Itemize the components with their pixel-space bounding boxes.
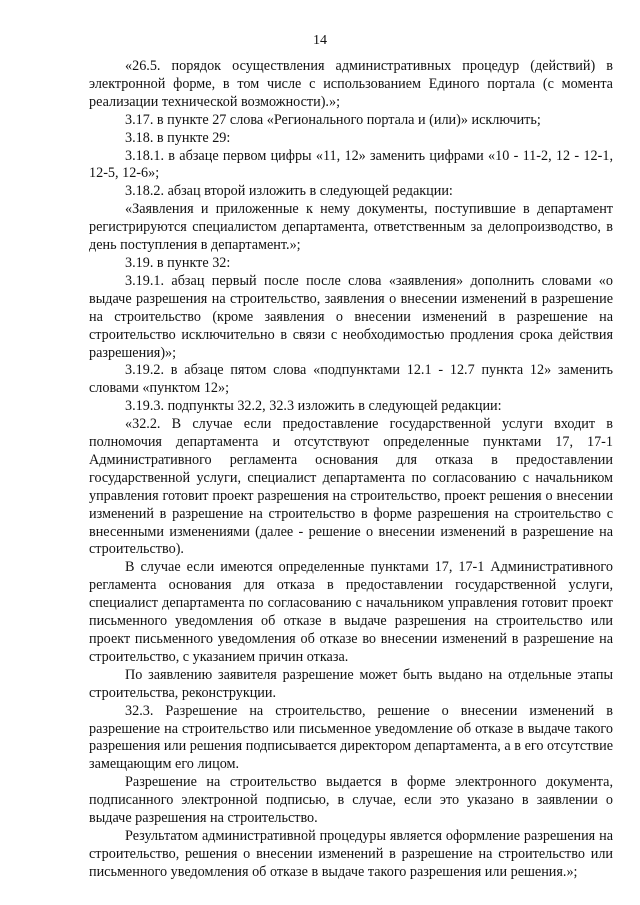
paragraph: В случае если имеются определенные пунктами 17, 17-1 Административного регламента основания для отказа в предоставлении государственной услуги, специалист департамента по согласованию с начальником управления готовит проект письменного уведомления об отказе в выдаче разрешения на строительство или проект письменного уведомления об отказе во внесении изменений в разрешение на строительство, с указанием причин отказа. xyxy=(89,559,613,665)
paragraph: «Заявления и приложенные к нему документы, поступившие в департамент регистрируются специалистом департамента, ответственным за делопроизводство, в день поступления в департамент.»; xyxy=(89,201,613,254)
paragraph: «32.2. В случае если предоставление государственной услуги входит в полномочия департамента и отсутствуют определенные пунктами 17, 17-1 Административного регламента основания для отказа в предоставлении государственной услуги, специалист департамента по согласованию с начальником управления готовит проект разрешения на строительство, проект решения о внесении изменений в разрешение на строительство в форме разрешения на строительство с внесенными изменениями (далее - решение о внесении изменений в разрешение на строительство). xyxy=(89,416,613,558)
document-body xyxy=(89,58,613,882)
paragraph: 3.19. в пункте 32: xyxy=(125,254,231,271)
paragraph: 3.19.1. абзац первый после после слова «заявления» дополнить словами «о выдаче разрешения на строительство, заявления о внесении изменений в разрешение на строительство (кроме заявления о внесении изменений в разрешение на строительство исключительно в связи с необходимостью продления срока действия разрешения)»; xyxy=(89,272,613,361)
paragraph: 3.18.2. абзац второй изложить в следующей редакции: xyxy=(125,183,453,200)
paragraph: 3.18.1. в абзаце первом цифры «11, 12» заменить цифрами «10 - 11-2, 12 - 12-1, 12-5, 12-6»; xyxy=(89,147,613,182)
paragraph: Разрешение на строительство выдается в форме электронного документа, подписанного электронной подписью, в случае, если это указано в заявлении о выдаче разрешения на строительство. xyxy=(89,774,613,827)
paragraph: «26.5. порядок осуществления административных процедур (действий) в электронной форме, в том числе с использованием Единого портала (с момента реализации технической возможности).»; xyxy=(89,58,613,110)
paragraph: 3.19.3. подпункты 32.2, 32.3 изложить в следующей редакции: xyxy=(125,398,502,415)
paragraph: 3.17. в пункте 27 слова «Регионального портала и (или)» исключить; xyxy=(125,111,541,128)
paragraph: 3.18. в пункте 29: xyxy=(125,129,231,146)
paragraph: 3.19.2. в абзаце пятом слова «подпунктами 12.1 - 12.7 пункта 12» заменить словами «пунктом 12»; xyxy=(89,362,613,397)
paragraph: Результатом административной процедуры является оформление разрешения на строительство, решения о внесении изменений в разрешение на строительство или письменного уведомления об отказе в выдаче такого разрешения или решения.»; xyxy=(89,827,613,880)
paragraph: 32.3. Разрешение на строительство, решение о внесении изменений в разрешение на строительство или письменное уведомление об отказе в выдаче такого разрешения или решения подписывается директором департамента, а в его отсутствие замещающим его лицом. xyxy=(89,702,613,773)
paragraph: По заявлению заявителя разрешение может быть выдано на отдельные этапы строительства, реконструкции. xyxy=(89,666,613,701)
page-number: 14 xyxy=(313,33,327,48)
